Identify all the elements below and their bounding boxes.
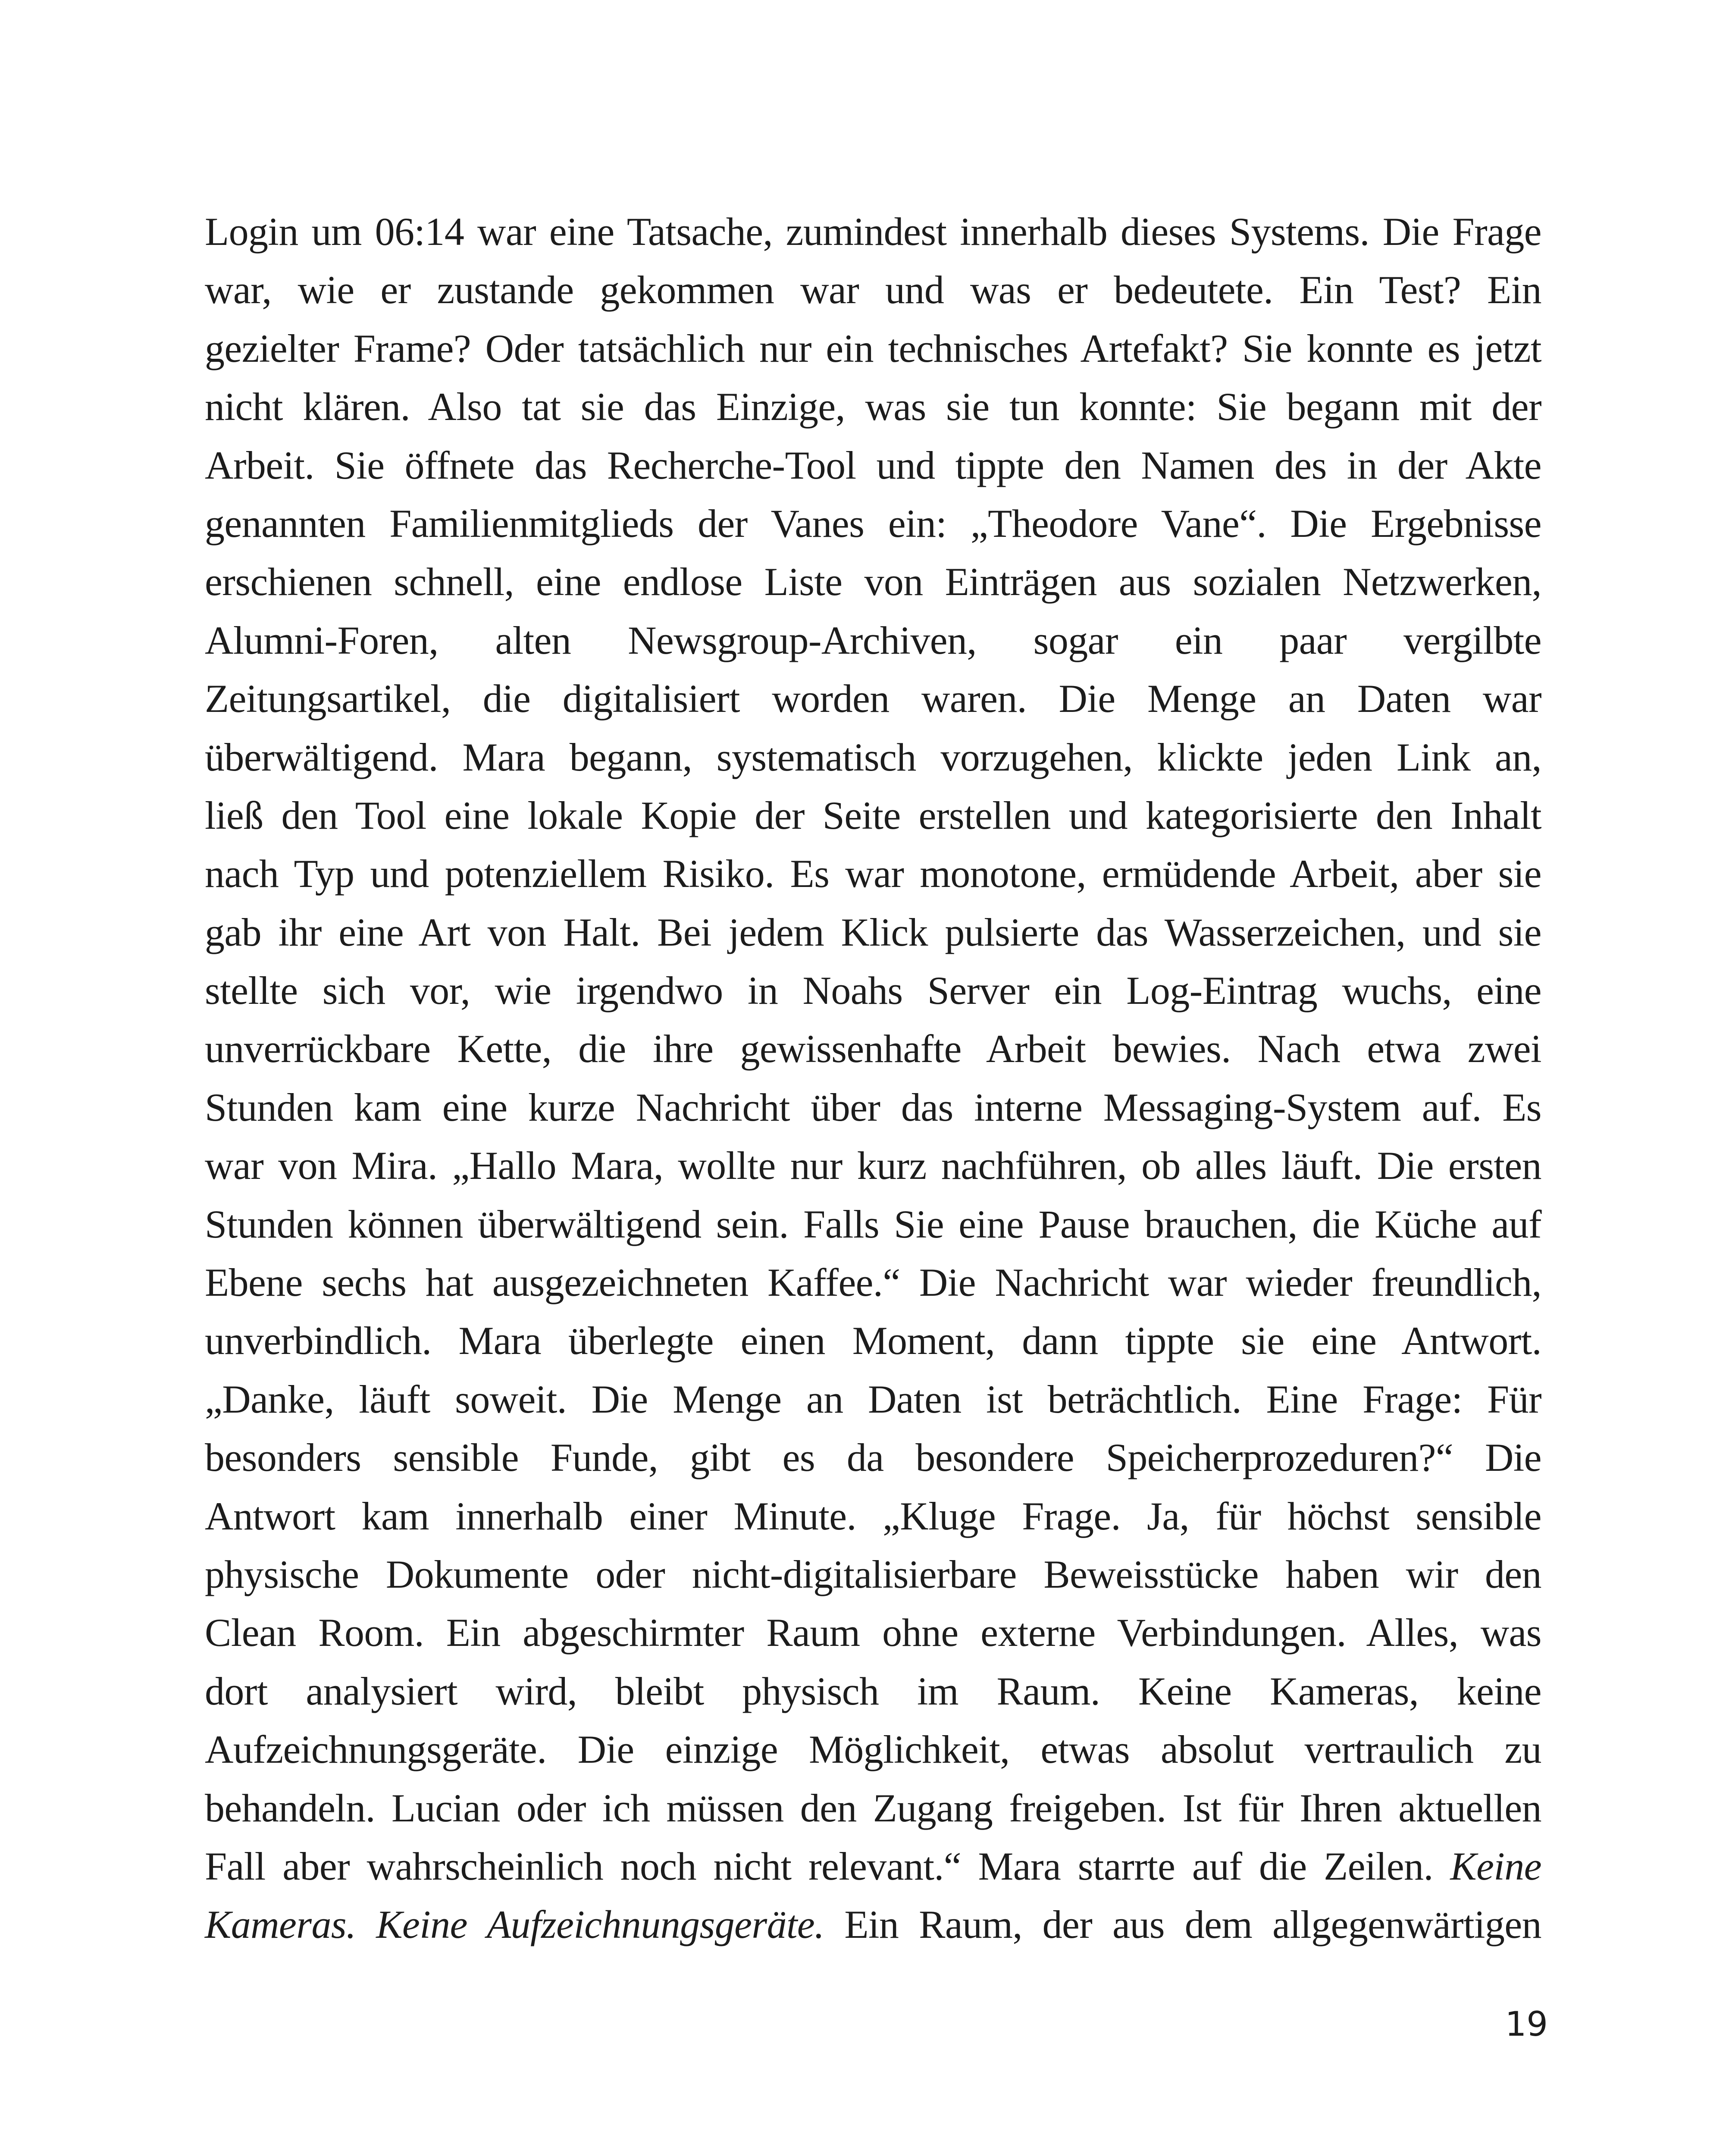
text-line: Clean Room. Ein abgeschirmter Raum ohne externe Verbindungen. Alles, was — [205, 1611, 1541, 1655]
text-line: physische Dokumente oder nicht-digitalisierbare Beweisstücke haben wir den — [205, 1552, 1541, 1596]
text-line: ließ den Tool eine lokale Kopie der Seite erstellen und kategorisierte den Inhalt — [205, 793, 1541, 837]
text-line: Stunden kam eine kurze Nachricht über das interne Messaging-System auf. Es — [205, 1085, 1541, 1129]
text-line: „Danke, läuft soweit. Die Menge an Daten ist beträchtlich. Eine Frage: Für — [205, 1377, 1541, 1421]
text-line: besonders sensible Funde, gibt es da besondere Speicherprozeduren?“ Die — [205, 1435, 1541, 1480]
text-line: dort analysiert wird, bleibt physisch im Raum. Keine Kameras, keine — [205, 1669, 1541, 1713]
text-line: unverrückbare Kette, die ihre gewissenhafte Arbeit bewies. Nach etwa zwei — [205, 1027, 1541, 1071]
text-line: Arbeit. Sie öffnete das Recherche-Tool und tippte den Namen des in der Akte — [205, 443, 1541, 487]
italic-phrase: Keine — [1450, 1844, 1542, 1888]
line-text: Fall aber wahrscheinlich noch nicht relevant.“ Mara starrte auf die Zeilen. — [205, 1844, 1433, 1888]
text-line: Antwort kam innerhalb einer Minute. „Kluge Frage. Ja, für höchst sensible — [205, 1494, 1541, 1538]
body-text — [205, 203, 1541, 1954]
text-line-with-italic — [205, 1896, 1541, 1954]
text-line: gezielter Frame? Oder tatsächlich nur ein technisches Artefakt? Sie konnte es jetzt — [205, 326, 1541, 370]
text-line: Zeitungsartikel, die digitalisiert worden waren. Die Menge an Daten war — [205, 677, 1541, 721]
text-line: Aufzeichnungsgeräte. Die einzige Möglichkeit, etwas absolut vertraulich zu — [205, 1727, 1541, 1772]
text-line: überwältigend. Mara begann, systematisch vorzugehen, klickte jeden Link an, — [205, 735, 1541, 779]
text-line: nicht klären. Also tat sie das Einzige, was sie tun konnte: Sie begann mit der — [205, 385, 1541, 429]
text-line: Stunden können überwältigend sein. Falls Sie eine Pause brauchen, die Küche auf — [205, 1202, 1541, 1246]
text-line: unverbindlich. Mara überlegte einen Moment, dann tippte sie eine Antwort. — [205, 1319, 1541, 1363]
text-line: stellte sich vor, wie irgendwo in Noahs Server ein Log-Eintrag wuchs, eine — [205, 968, 1541, 1013]
text-line: nach Typ und potenziellem Risiko. Es war monotone, ermüdende Arbeit, aber sie — [205, 852, 1541, 896]
text-line: behandeln. Lucian oder ich müssen den Zugang freigeben. Ist für Ihren aktuellen — [205, 1786, 1541, 1830]
text-line: Login um 06:14 war eine Tatsache, zumindest innerhalb dieses Systems. Die Frage — [205, 210, 1541, 254]
text-line: Ebene sechs hat ausgezeichneten Kaffee.“ Die Nachricht war wieder freundlich, — [205, 1260, 1541, 1305]
text-line: gab ihr eine Art von Halt. Bei jedem Klick pulsierte das Wasserzeichen, und sie — [205, 910, 1541, 954]
italic-phrase: Kameras. Keine Aufzeichnungsgeräte. — [205, 1902, 824, 1947]
text-line: war von Mira. „Hallo Mara, wollte nur kurz nachführen, ob alles läuft. Die ersten — [205, 1144, 1541, 1188]
text-line: genannten Familienmitglieds der Vanes ein: „Theodore Vane“. Die Ergebnisse — [205, 501, 1541, 545]
text-line: Alumni-Foren, alten Newsgroup-Archiven, sogar ein paar vergilbte — [205, 618, 1541, 662]
page-number: 19 — [1505, 2005, 1548, 2044]
text-line: erschienen schnell, eine endlose Liste von Einträgen aus sozialen Netzwerken, — [205, 560, 1541, 604]
text-line: war, wie er zustande gekommen war und was er bedeutete. Ein Test? Ein — [205, 268, 1541, 312]
text-line-with-italic — [205, 1837, 1541, 1896]
line-text: Ein Raum, der aus dem allgegenwärtigen — [844, 1902, 1542, 1947]
